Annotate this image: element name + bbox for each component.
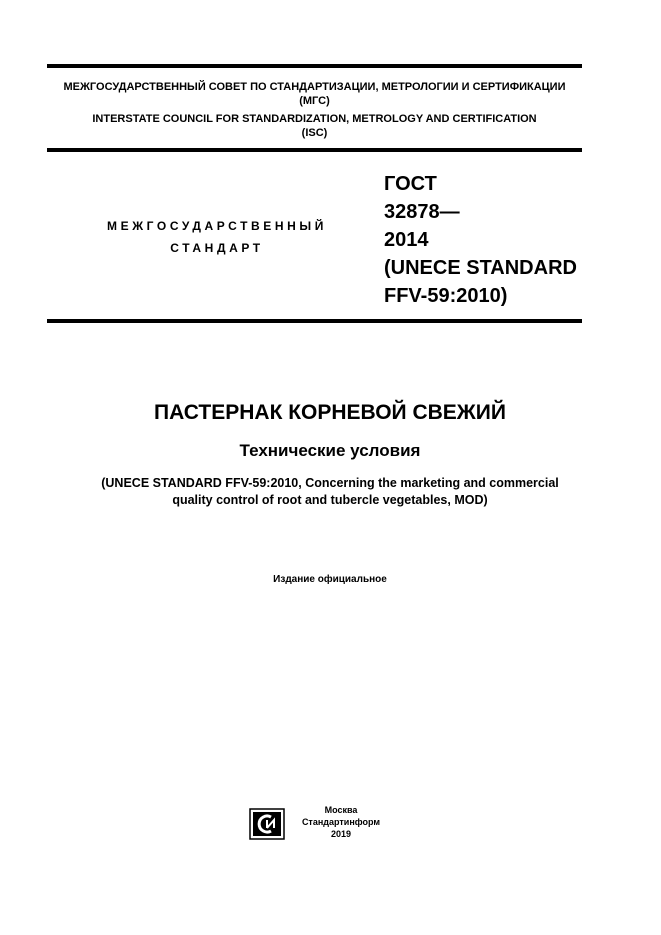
unece-line2: FFV-59:2010) [384, 285, 508, 307]
document-reference [30, 475, 630, 509]
standard-bottom-rule [47, 319, 582, 323]
gost-designation [384, 170, 584, 310]
edition-label: Издание официальное [273, 574, 387, 585]
council-ru-line: МЕЖГОСУДАРСТВЕННЫЙ СОВЕТ ПО СТАНДАРТИЗАЦИИ, МЕТРОЛОГИИ И СЕРТИФИКАЦИИ [63, 81, 566, 93]
gost-year: 2014 [384, 229, 429, 251]
council-ru [47, 80, 582, 108]
reference-line1: (UNECE STANDARD FFV-59:2010, Concerning the marketing and commercial [101, 476, 559, 490]
document-title: ПАСТЕРНАК КОРНЕВОЙ СВЕЖИЙ [154, 401, 506, 424]
publisher-block [249, 804, 389, 844]
publisher-name: Стандартинформ [301, 817, 381, 827]
standard-kind-line2: СТАНДАРТ [170, 241, 264, 255]
publisher-city: Москва [324, 805, 358, 815]
document-subtitle: Технические условия [239, 441, 421, 460]
gost-number: 32878— [384, 201, 460, 223]
unece-line1: (UNECE STANDARD [384, 257, 577, 279]
reference-line2: quality control of root and tubercle vegetables, MOD) [172, 493, 488, 507]
council-ru-abbr: (МГС) [299, 95, 330, 107]
top-rule [47, 64, 582, 68]
council-en-abbr: (ISC) [301, 127, 328, 139]
standartinform-logo-icon [249, 808, 285, 840]
publisher-year: 2019 [330, 829, 352, 839]
council-en [47, 112, 582, 140]
gost-label: ГОСТ [384, 173, 437, 195]
standard-kind-line1: МЕЖГОСУДАРСТВЕННЫЙ [107, 219, 327, 233]
publisher-info [293, 804, 389, 840]
header-bottom-rule [47, 148, 582, 152]
standard-kind [92, 218, 342, 256]
council-en-line: INTERSTATE COUNCIL FOR STANDARDIZATION, METROLOGY AND CERTIFICATION [92, 113, 537, 125]
